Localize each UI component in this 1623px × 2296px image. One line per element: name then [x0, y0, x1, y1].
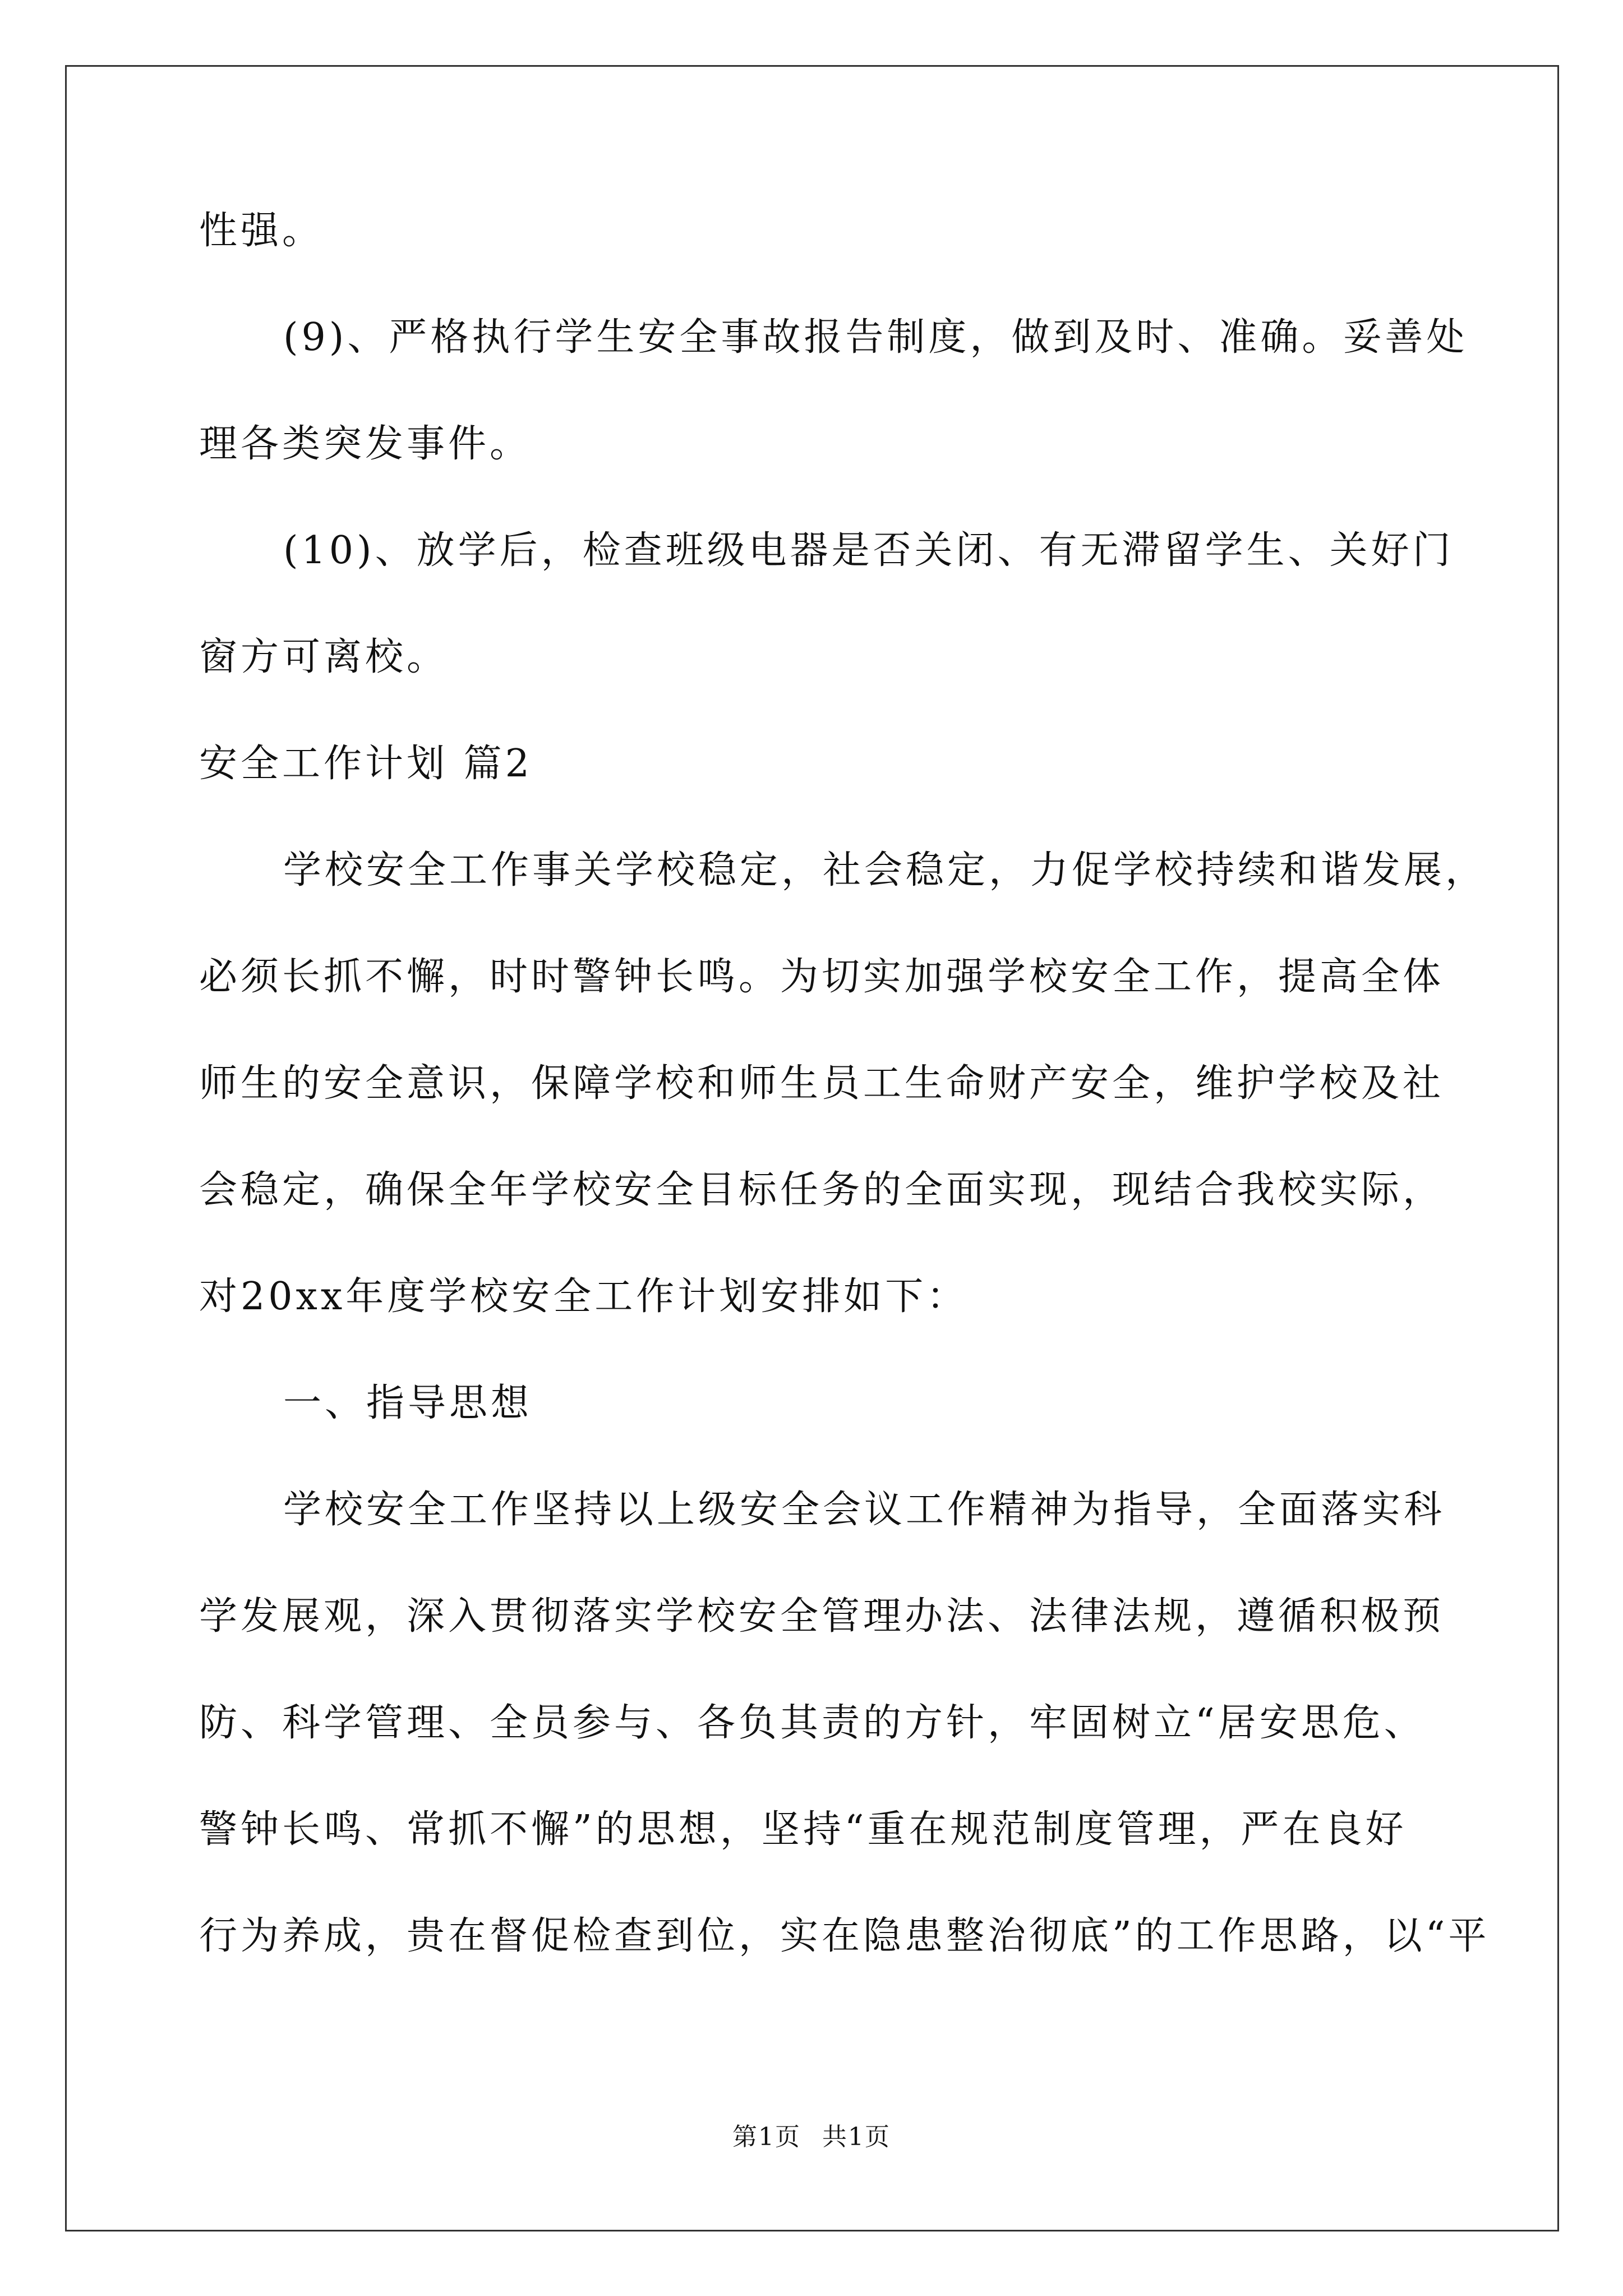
- text-line: 性强。: [199, 209, 324, 253]
- text-line: 会稳定，确保全年学校安全目标任务的全面实现，现结合我校实际，: [199, 1168, 1445, 1212]
- section-heading: 安全工作计划 篇2: [199, 742, 533, 786]
- text-line: 学校安全工作事关学校稳定，社会稳定，力促学校持续和谐发展，: [283, 848, 1487, 892]
- text-line: 窗方可离校。: [199, 635, 449, 679]
- text-line: (10)、放学后，检查班级电器是否关闭、有无滞留学生、关好门: [283, 528, 1454, 573]
- text-line: (9)、严格执行学生安全事故报告制度，做到及时、准确。妥善处: [283, 315, 1468, 360]
- text-line: 理各类突发事件。: [199, 422, 532, 466]
- text-line: 学校安全工作坚持以上级安全会议工作精神为指导，全面落实科: [283, 1488, 1446, 1532]
- text-line: 必须长抓不懈，时时警钟长鸣。为切实加强学校安全工作，提高全体: [199, 955, 1445, 999]
- text-line: 对20xx年度学校安全工作计划安排如下：: [199, 1274, 969, 1319]
- text-line: 警钟长鸣、常抓不懈”的思想，坚持“重在规范制度管理，严在良好: [199, 1807, 1407, 1852]
- text-line: 行为养成，贵在督促检查到位，实在隐患整治彻底”的工作思路，以“平: [199, 1914, 1490, 1958]
- page-border: [65, 65, 1559, 2231]
- text-line: 学发展观，深入贯彻落实学校安全管理办法、法律法规，遵循积极预: [199, 1594, 1445, 1639]
- text-line: 师生的安全意识，保障学校和师生员工生命财产安全，维护学校及社: [199, 1061, 1445, 1106]
- page-total: 共1页: [822, 2123, 891, 2151]
- page-number: 第1页: [732, 2123, 801, 2151]
- subsection-heading: 一、指导思想: [283, 1381, 533, 1425]
- page-footer: [0, 2122, 1623, 2153]
- text-line: 防、科学管理、全员参与、各负其责的方针，牢固树立“居安思危、: [199, 1701, 1426, 1745]
